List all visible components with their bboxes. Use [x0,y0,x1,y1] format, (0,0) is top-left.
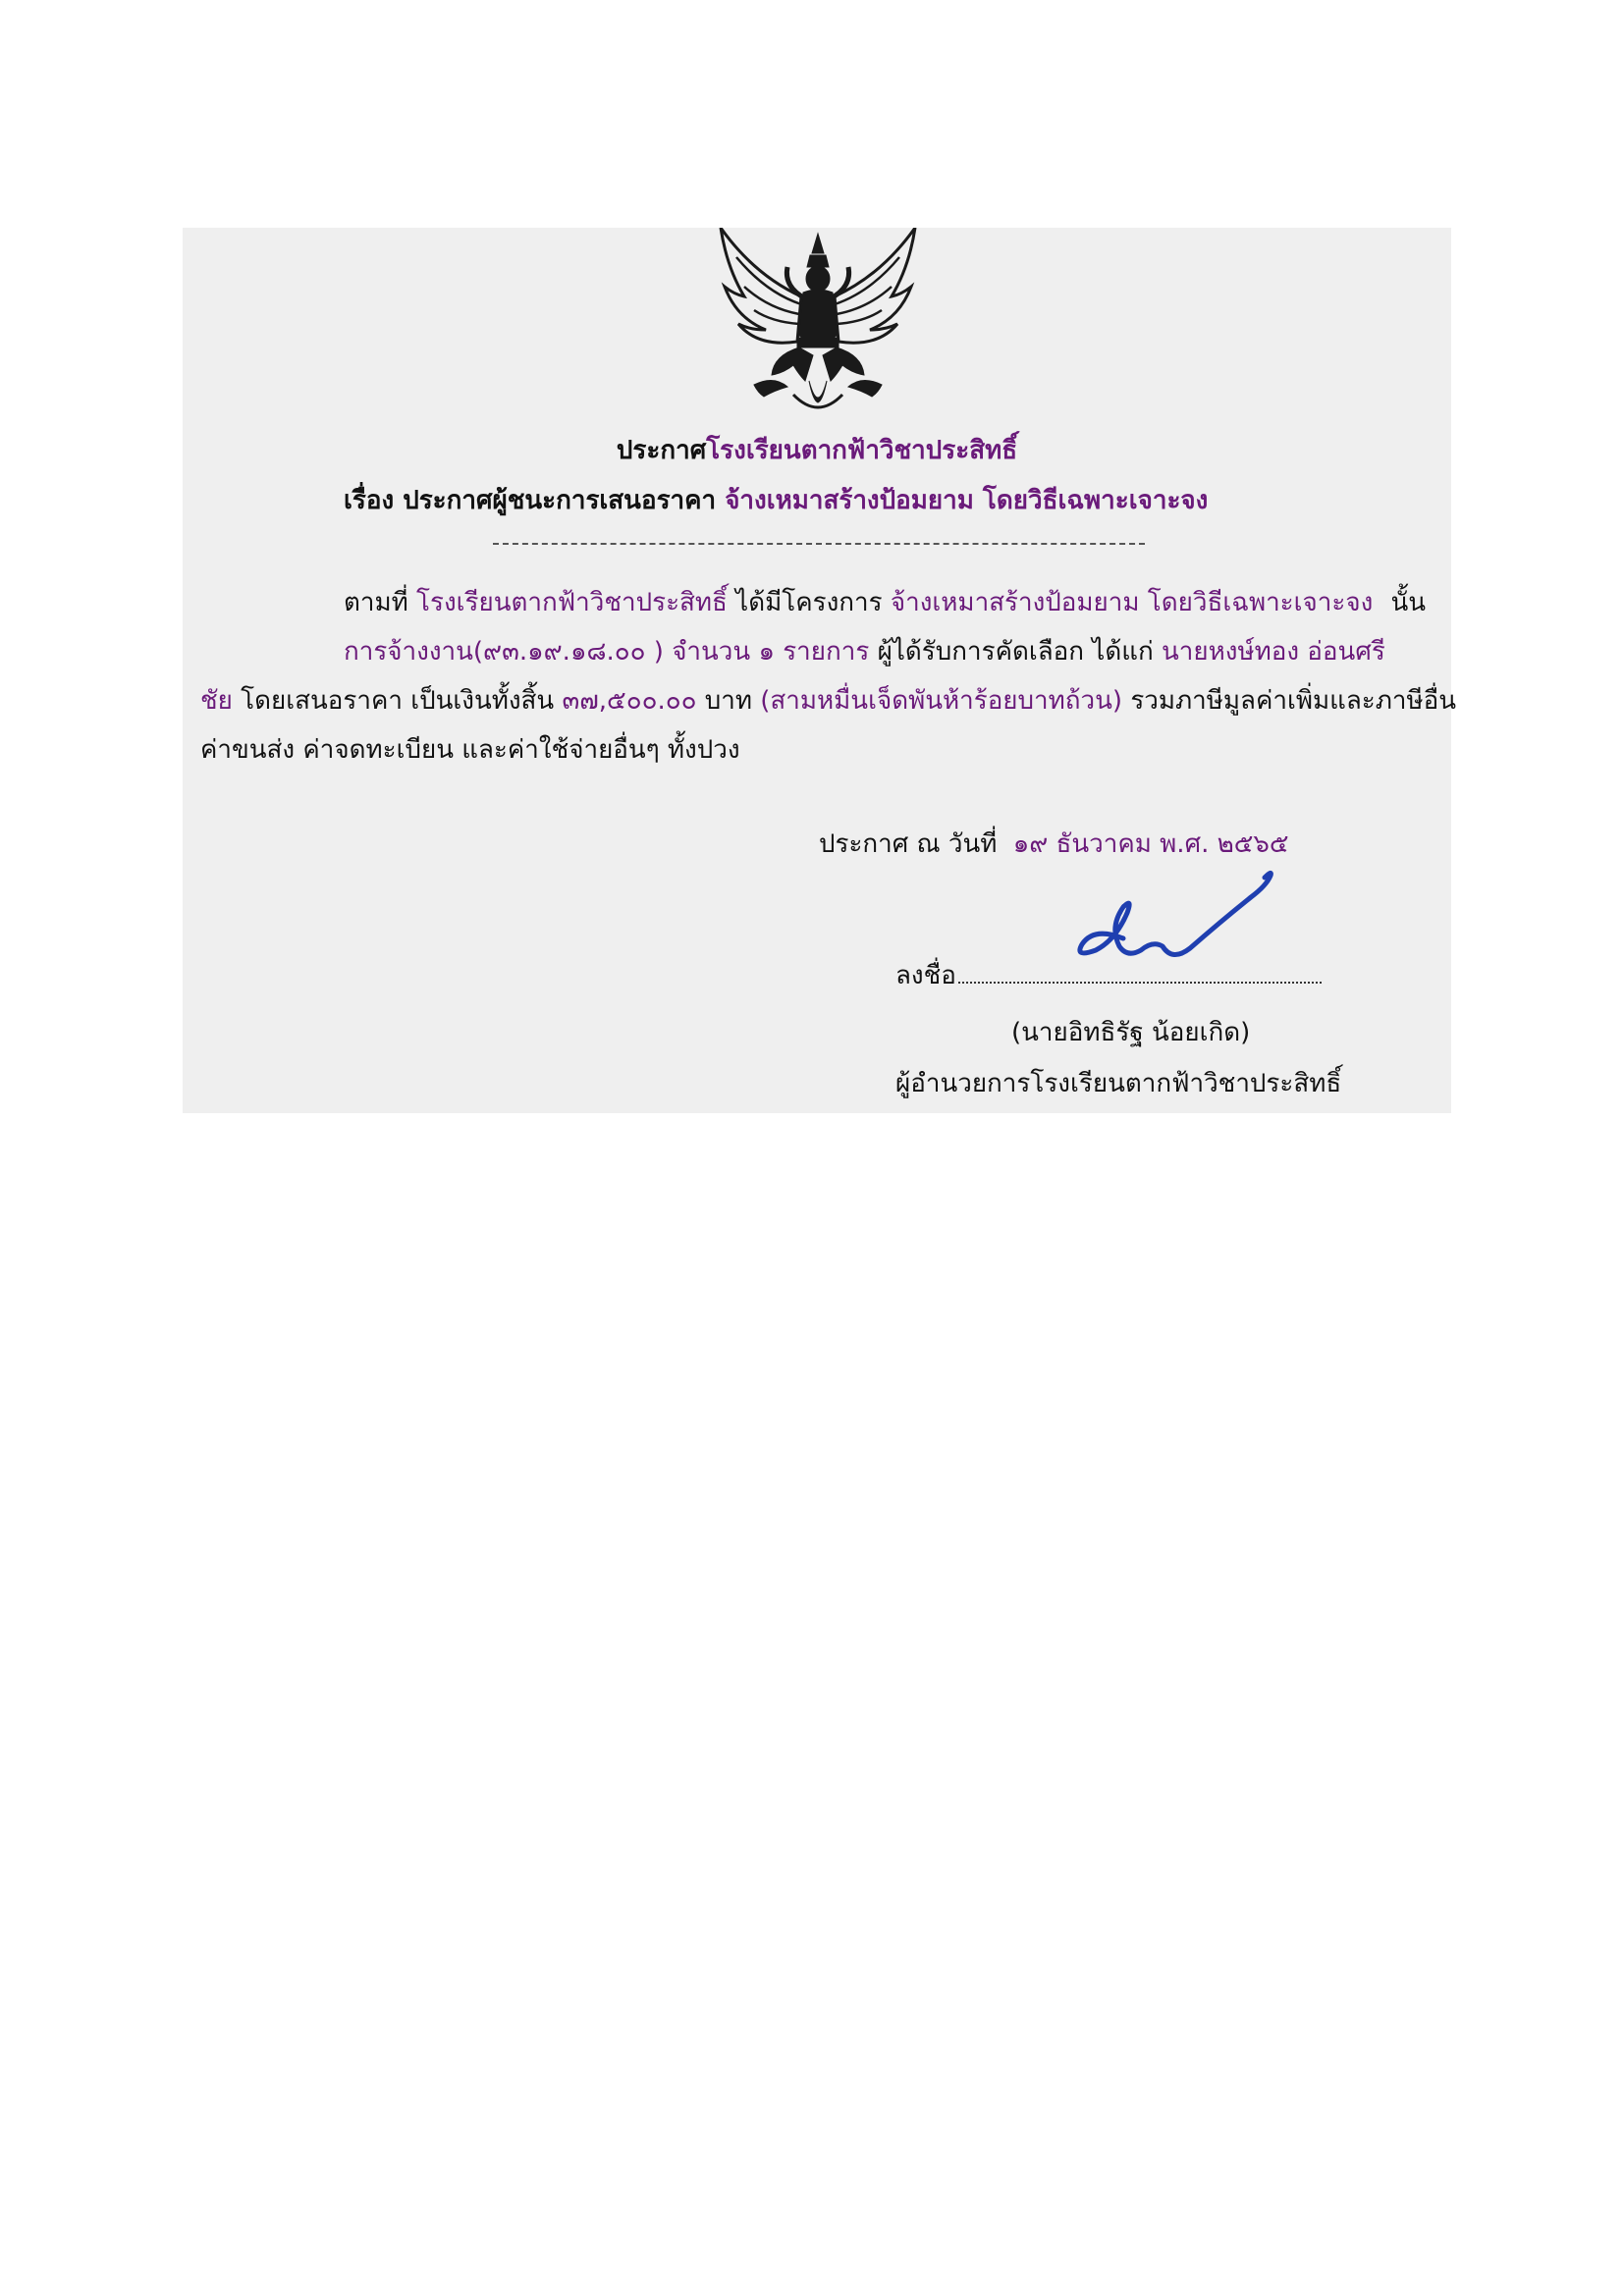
body-paragraph-line-1 [344,583,1426,622]
announcement-panel [183,228,1457,1113]
winner-name: นายหงษ์ทอง อ่อนศรี [1162,637,1385,667]
winner-label: ผู้ได้รับการคัดเลือก ได้แก่ [877,637,1154,667]
offer-amount: ๓๗,๕๐๐.๐๐ [562,686,697,716]
announce-date-line [819,825,1289,864]
body-text: นั้น [1390,588,1427,617]
tax-note: รวมภาษีมูลค่าเพิ่มและภาษีอื่น [1130,686,1457,716]
announce-date: ๑๙ ธันวาคม พ.ศ. ๒๕๖๕ [1012,829,1289,859]
signature-line [895,956,1322,995]
announcement-title [183,431,1451,470]
announcement-subject [344,481,1208,520]
signer-position-text: ผู้อำนวยการโรงเรียนตากฟ้าวิชาประสิทธิ์ [895,1069,1342,1098]
announce-date-label: ประกาศ ณ วันที่ [819,829,998,859]
signature-dotted-line [958,958,1322,984]
quantity-label: จำนวน [672,637,751,667]
body-text: ตามที่ [344,588,408,617]
body-text: ค่าขนส่ง ค่าจดทะเบียน และค่าใช้จ่ายอื่นๆ ทั้งปวง [200,735,740,765]
offer-amount-words: (สามหมื่นเจ็ดพันห้าร้อยบาทถ้วน) [760,686,1123,716]
signer-position [895,1064,1341,1103]
winner-name-continued: ชัย [200,686,233,716]
signer-name-text: (นายอิทธิรัฐ น้อยเกิด) [1011,1018,1251,1047]
title-prefix: ประกาศ [616,436,707,465]
currency-label: บาท [704,686,752,716]
quantity-value: ๑ [758,637,775,667]
body-text: ได้มีโครงการ [735,588,883,617]
procurement-item: การจ้างงาน(๙๓.๑๙.๑๘.๐๐ ) [344,637,664,667]
separator-line [493,543,1145,545]
body-paragraph-line-2 [344,632,1385,671]
body-organization: โรงเรียนตากฟ้าวิชาประสิทธิ์ [416,588,728,617]
title-organization: โรงเรียนตากฟ้าวิชาประสิทธิ์ [706,436,1018,465]
offer-label: โดยเสนอราคา เป็นเงินทั้งสิ้น [241,686,555,716]
quantity-unit: รายการ [783,637,870,667]
subject-project: จ้างเหมาสร้างป้อมยาม โดยวิธีเฉพาะเจาะจง [725,486,1209,515]
body-paragraph-line-4 [200,730,740,770]
body-paragraph-line-3 [200,681,1456,721]
signer-name [1011,1013,1250,1052]
body-project: จ้างเหมาสร้างป้อมยาม โดยวิธีเฉพาะเจาะจง [890,588,1374,617]
sign-label: ลงชื่อ [895,961,956,990]
subject-prefix: เรื่อง ประกาศผู้ชนะการเสนอราคา [344,486,717,515]
garuda-emblem [715,228,921,419]
